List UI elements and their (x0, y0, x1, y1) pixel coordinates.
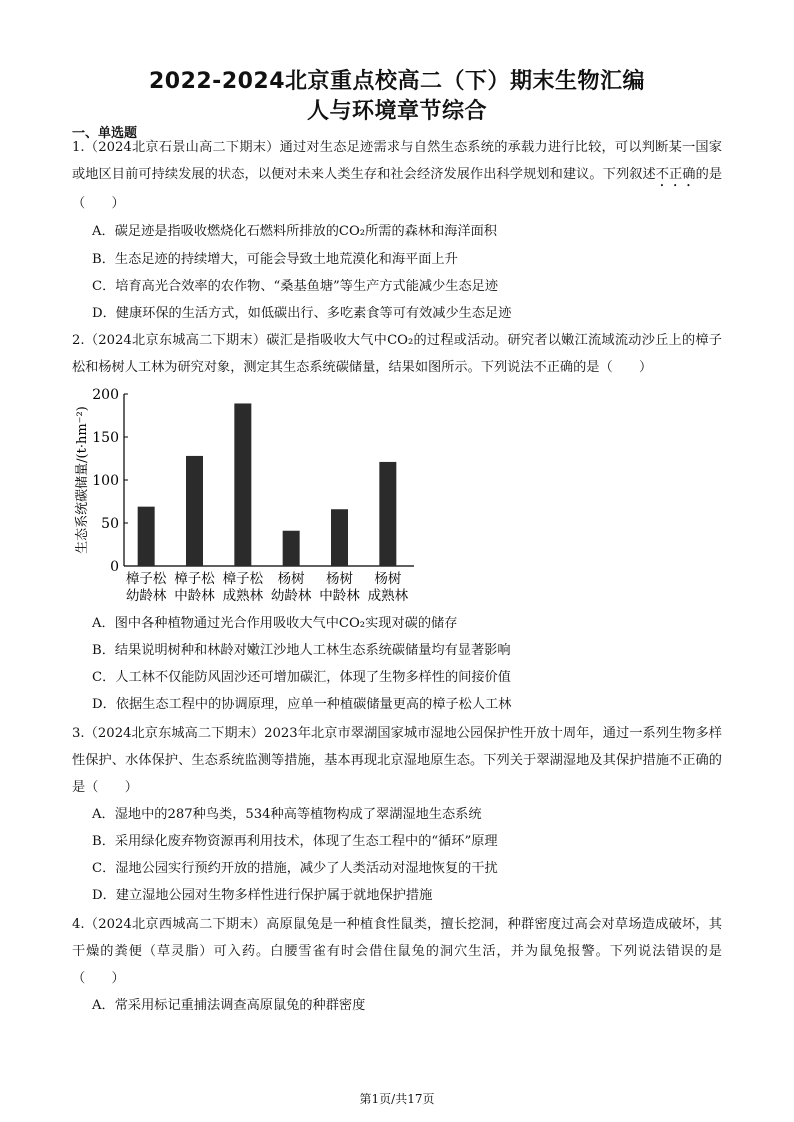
question-1-option-a: A．碳足迹是指吸收燃烧化石燃料所排放的CO₂所需的森林和海洋面积 (92, 224, 497, 239)
x-tick-label: 成熟林 (222, 588, 264, 604)
y-tick-label: 200 (92, 387, 119, 403)
x-tick-label: 樟子松 (174, 571, 215, 587)
carbon-storage-bar-chart (72, 384, 432, 612)
bar (379, 462, 396, 566)
bar (283, 531, 300, 566)
x-tick-label: 中龄林 (319, 588, 360, 604)
x-tick-label: 樟子松 (125, 571, 167, 587)
question-3-option-c: C．湿地公园实行预约开放的措施，减少了人类活动对湿地恢复的干扰 (92, 861, 498, 876)
y-tick-label: 50 (101, 516, 119, 532)
x-tick-label: 杨树 (326, 571, 353, 587)
y-tick-label: 0 (110, 559, 119, 575)
question-1-option-d: D．健康环保的生活方式，如低碳出行、多吃素食等可有效减少生态足迹 (92, 306, 512, 321)
bar (331, 509, 348, 566)
doc-subtitle: 人与环境章节综合 (306, 99, 487, 124)
question-3-option-a: A．湿地中的287种鸟类，534种高等植物构成了翠湖湿地生态系统 (92, 807, 482, 822)
question-1-stem-tail: 的是（ ） (72, 167, 723, 211)
bar (234, 403, 251, 566)
doc-title: 2022-2024北京重点校高二（下）期末生物汇编 (148, 69, 646, 94)
question-1-emphasis: 不正确 (655, 167, 696, 182)
question-2-stem: 2.（2024北京东城高二下期末）碳汇是指吸收大气中CO₂的过程或活动。研究者以嫩江流域流动沙丘上的樟子松和杨树人工林为研究对象，测定其生态系统碳储量，结果如图所示。下列说法不正确的是（ ） (72, 333, 722, 375)
x-tick-label: 成熟林 (367, 588, 409, 604)
x-tick-label: 幼龄林 (270, 588, 312, 604)
question-3-option-b: B．采用绿化废弃物资源再利用技术，体现了生态工程中的“循环”原理 (92, 834, 498, 849)
bar (138, 507, 155, 566)
x-tick-label: 樟子松 (222, 571, 264, 587)
y-axis-label: 生态系统碳储量/(t·hm⁻²) (75, 406, 90, 554)
bar (186, 456, 203, 566)
question-4-stem: 4.（2024北京西城高二下期末）高原鼠兔是一种植食性鼠类，擅长挖洞，种群密度过高会对草场造成破坏，其干燥的粪便（草灵脂）可入药。白腰雪雀有时会借住鼠兔的洞穴生活，并为鼠兔报警。下列说法错误的是（ ） (72, 917, 722, 986)
question-3-option-d: D．建立湿地公园对生物多样性进行保护属于就地保护措施 (92, 888, 433, 903)
y-tick-label: 100 (92, 473, 119, 489)
question-4-option-a: A．常采用标记重捕法调查高原鼠兔的种群密度 (92, 998, 366, 1013)
x-tick-label: 杨树 (374, 571, 402, 587)
y-tick-label: 150 (92, 430, 119, 446)
question-2-option-b: B．结果说明树种和林龄对嫩江沙地人工林生态系统碳储量均有显著影响 (92, 643, 511, 658)
x-tick-label: 杨树 (277, 571, 305, 587)
question-1-option-c: C．培育高光合效率的农作物、“桑基鱼塘”等生产方式能减少生态足迹 (92, 279, 499, 294)
section-heading: 一、单选题 (72, 126, 138, 141)
page-footer: 第1页/共17页 (359, 1092, 435, 1106)
question-3-stem: 3.（2024北京东城高二下期末）2023年北京市翠湖国家城市湿地公园保护性开放十周年，通过一系列生物多样性保护、水体保护、生态系统监测等措施，基本再现北京湿地原生态。下列关于翠湖湿地及其保护措施不正确的是（ ） (72, 726, 722, 795)
x-tick-label: 幼龄林 (125, 588, 167, 604)
question-1-stem (72, 134, 722, 217)
question-2-option-c: C．人工林不仅能防风固沙还可增加碳汇，体现了生物多样性的间接价值 (92, 670, 511, 685)
question-2-option-a: A．图中各种植物通过光合作用吸收大气中CO₂实现对碳的储存 (92, 616, 458, 631)
question-1-option-b: B．生态足迹的持续增大，可能会导致土地荒漠化和海平面上升 (92, 252, 458, 267)
question-2-option-d: D．依据生态工程中的协调原理，应单一种植碳储量更高的樟子松人工林 (92, 697, 512, 712)
x-tick-label: 中龄林 (174, 588, 215, 604)
question-1-stem-text: 1.（2024北京石景山高二下期末）通过对生态足迹需求与自然生态系统的承载力进行比较，可以判断某一国家或地区目前可持续发展的状态，以便对未来人类生存和社会经济发展作出科学规划和建议。下列叙述 (72, 140, 722, 182)
